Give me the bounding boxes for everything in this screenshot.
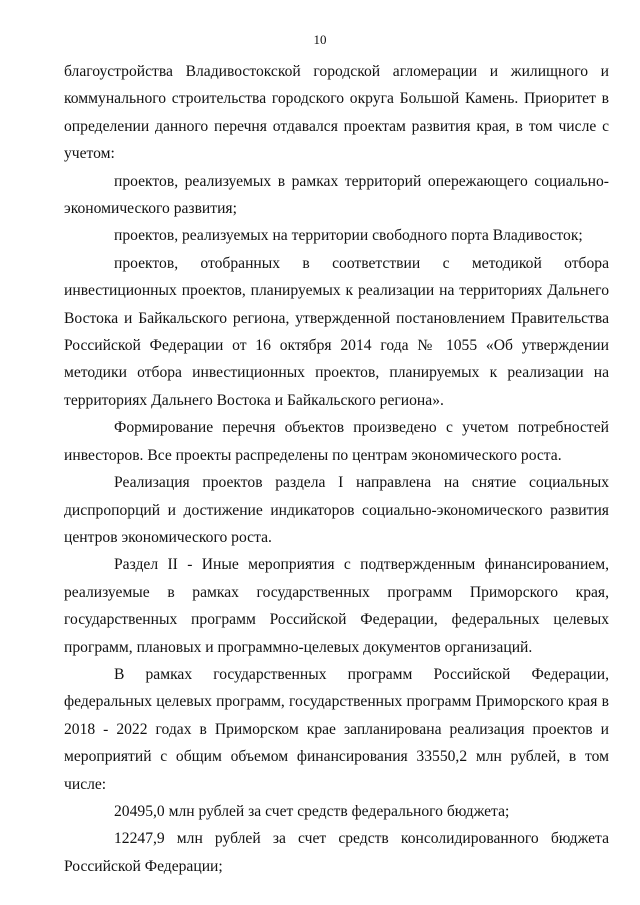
paragraph: 20495,0 млн рублей за счет средств федерального бюджета; (114, 802, 510, 820)
paragraph: Формирование перечня объектов произведено с учетом потребностей инвесторов. Все проекты распределены по центрам экономического роста. (64, 419, 609, 464)
paragraph: благоустройства Владивостокской городской агломерации и жилищного и коммунального строительства городского округа Большой Камень. Приоритет в определении данного перечня отдавался проектам развития края, в том числе с учетом: (64, 63, 609, 163)
page-number: 10 (313, 32, 327, 47)
paragraph: Раздел II - Иные мероприятия с подтвержденным финансированием, реализуемые в рамках государственных программ Приморского края, государственных программ Российской Федерации, федеральных целевых программ, плановых и программно-целевых документов организаций. (64, 556, 609, 656)
paragraph: проектов, отобранных в соответствии с методикой отбора инвестиционных проектов, планируемых к реализации на территориях Дальнего Востока и Байкальского региона, утвержденной постановлением Правительства Российской Федерации от 16 октября 2014 года № 1055 «Об утверждении методики отбора инвестиционных проектов, планируемых к реализации на территориях Дальнего Востока и Байкальского региона». (64, 254, 609, 409)
paragraph: В рамках государственных программ Российской Федерации, федеральных целевых программ, государственных программ Приморского края в 2018 - 2022 годах в Приморском крае запланирована реализация проектов и мероприятий с общим объемом финансирования 33550,2 млн рублей, в том числе: (64, 665, 609, 793)
paragraph: Реализация проектов раздела I направлена на снятие социальных диспропорций и достижение индикаторов социально-экономического развития центров экономического роста. (64, 474, 609, 546)
paragraph: проектов, реализуемых на территории свободного порта Владивосток; (114, 227, 583, 245)
document-body (64, 58, 609, 880)
paragraph: проектов, реализуемых в рамках территорий опережающего социально-экономического развития; (64, 172, 609, 218)
paragraph: 12247,9 млн рублей за счет средств консолидированного бюджета Российской Федерации; (64, 830, 609, 875)
